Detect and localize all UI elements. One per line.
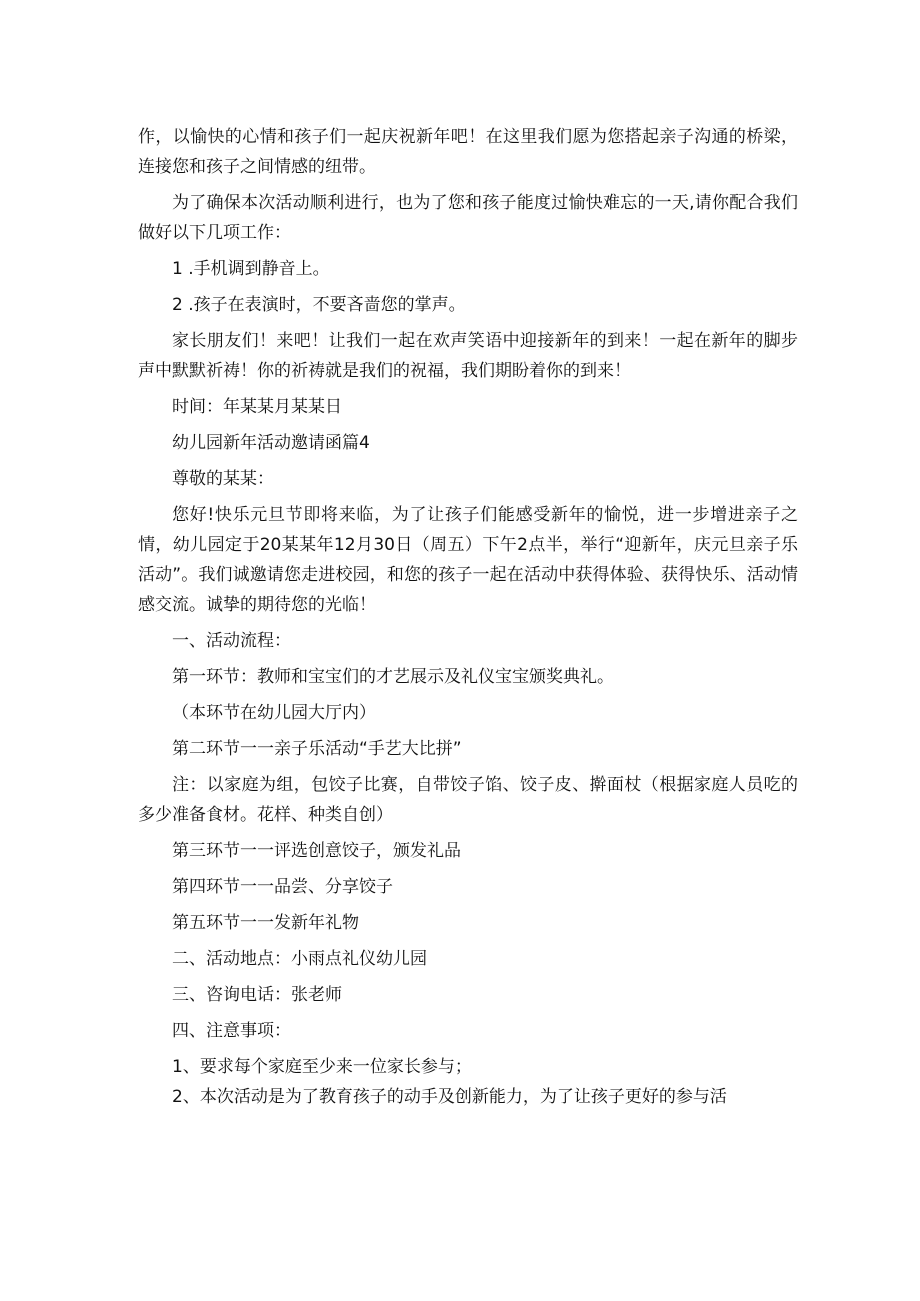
heading-notes: 四、注意事项： <box>172 1021 291 1041</box>
list-item-step-1-note: （本环节在幼儿园大厅内） <box>172 703 376 723</box>
list-item-step-1: 第一环节：教师和宝宝们的才艺展示及礼仪宝宝颁奖典礼。 <box>172 667 614 687</box>
heading-contact-phone: 三、咨询电话：张老师 <box>172 985 342 1005</box>
section-title-invitation-4: 幼儿园新年活动邀请函篇4 <box>172 433 370 453</box>
paragraph-cooperation-request: 为了确保本次活动顺利进行，也为了您和孩子能度过愉快难忘的一天,请你配合我们做好以下几项工作： <box>138 193 798 243</box>
paragraph-invitation-body: 您好!快乐元旦节即将来临，为了让孩子们能感受新年的愉悦，进一步增进亲子之情，幼儿园定于20某某年12月30日（周五）下午2点半，举行“迎新年，庆元旦亲子乐活动”。我们诚邀请您走进校园，和您的孩子一起在活动中获得体验、获得快乐、活动情感交流。诚挚的期待您的光临！ <box>138 505 798 615</box>
list-item-step-2: 第二环节一一亲子乐活动“手艺大比拼” <box>172 739 462 759</box>
heading-activity-location: 二、活动地点：小雨点礼仪幼儿园 <box>172 949 427 969</box>
document-body <box>138 122 798 1118</box>
list-item-step-4: 第四环节一一品尝、分享饺子 <box>172 877 393 897</box>
list-item-note-1: 1、要求每个家庭至少来一位家长参与； <box>172 1057 472 1077</box>
list-item-applause: 2 .孩子在表演时，不要吝啬您的掌声。 <box>172 295 466 315</box>
list-item-step-2-note: 注：以家庭为组，包饺子比赛，自带饺子馅、饺子皮、擀面杖（根据家庭人员吃的多少准备食材。花样、种类自创） <box>138 775 798 825</box>
list-item-note-2: 2、本次活动是为了教育孩子的动手及创新能力，为了让孩子更好的参与活 <box>172 1087 727 1107</box>
paragraph-salutation: 尊敬的某某： <box>172 469 274 489</box>
list-item-step-5: 第五环节一一发新年礼物 <box>172 913 359 933</box>
paragraph-continuation: 作，以愉快的心情和孩子们一起庆祝新年吧！在这里我们愿为您搭起亲子沟通的桥梁，连接您和孩子之间情感的纽带。 <box>138 127 798 177</box>
paragraph-time: 时间：年某某月某某日 <box>172 397 342 417</box>
list-item-step-3: 第三环节一一评选创意饺子，颁发礼品 <box>172 841 461 861</box>
list-item-phone-silent: 1 .手机调到静音上。 <box>172 259 330 279</box>
paragraph-welcome-new-year: 家长朋友们！来吧！让我们一起在欢声笑语中迎接新年的到来！一起在新年的脚步声中默默祈祷！你的祈祷就是我们的祝福，我们期盼着你的到来！ <box>138 331 798 381</box>
heading-activity-process: 一、活动流程： <box>172 631 291 651</box>
